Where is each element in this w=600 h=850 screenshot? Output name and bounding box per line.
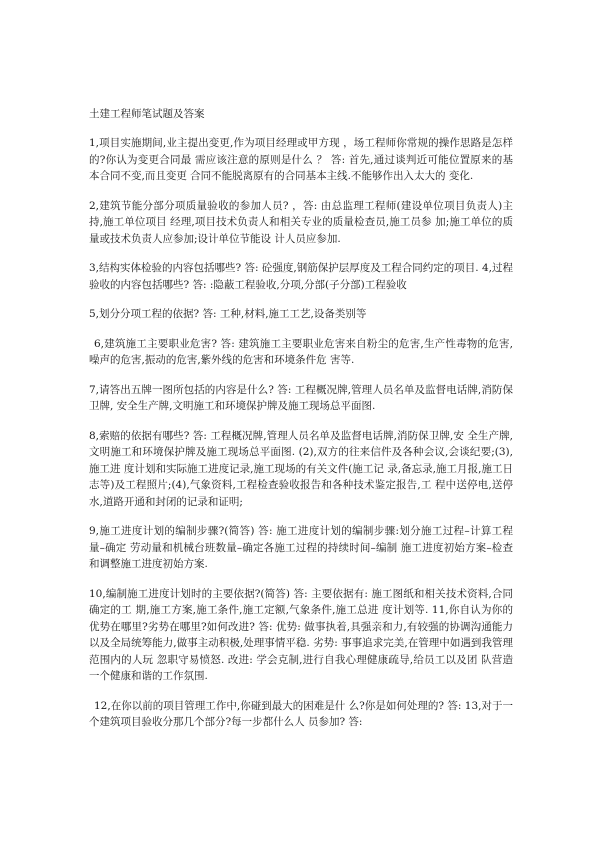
qa-item-5: 5,划分分项工程的依据? 答: 工种,材料,施工工艺,设备类别等	[89, 308, 367, 320]
qa-item-10-11: 10,编制施工进度计划时的主要依据?(简答) 答: 主要依据有: 施工图纸和相关技术资料,合同确定的工 期,施工方案,施工条件,施工定额,气象条件,施工总进 度计划等. 11,你自认为你的优势在哪里?劣势在哪里?如何改进? 答: 优势: 做事执着,具强亲和力,有较强的协调沟通能力 以及全局统筹能力,做事主动积极,处理事情平稳. 劣势: 事事追求完美,在管理中如遇到我管理范围内的人玩 忽职守易愤怒. 改进: 学会克制,进行自我心理健康疏导,给员工以及团 队营造一个健康和谐的工作氛围.	[89, 587, 513, 682]
qa-item-9: 9,施工进度计划的编制步骤?(简答) 答: 施工进度计划的编制步骤:划分施工过程–计算工程量–确定 劳动量和机械台班数量–确定各施工过程的持续时间–编制 施工进度初始方案–检查和调整施工进度初始方案.	[89, 525, 513, 570]
qa-item-8: 8,索赔的依据有哪些? 答: 工程概况牌,管理人员名单及监督电话牌,消防保卫牌,安 全生产牌,文明施工和环境保护牌及施工现场总平面图. (2),双方的往来信件及各种会议,会谈纪要;(3),施工进 度计划和实际施工进度记录,施工现场的有关文件(施工记 录,备忘录,施工月报,施工日志等)及工程照片;(4),气象资料,工程检查验收报告和各种技术鉴定报告,工 程中送停电,送停水,道路开通和封闭的记录和证明;	[89, 429, 513, 508]
document-title: 土建工程师笔试题及答案	[89, 108, 205, 120]
qa-item-12-13: 12,在你以前的项目管理工作中,你碰到最大的困难是什 么?你是如何处理的? 答: 13,对于一个建筑项目验收分那几个部分?每一步都什么人 员参加? 答:	[89, 699, 513, 728]
qa-item-6: 6,建筑施工主要职业危害? 答: 建筑施工主要职业危害来自粉尘的危害,生产性毒物的危害,噪声的危害,振动的危害,紫外线的危害和环境条件危 害等.	[89, 337, 513, 366]
qa-item-2: 2,建筑节能分部分项质量验收的参加人员? ，答: 由总监理工程师(建设单位项目负责人)主持,施工单位项目 经理,项目技术负责人和相关专业的质量检查员,施工员参 加;施工单位的质量或技术负责人应参加;设计单位节能设 计人员应参加.	[89, 199, 513, 245]
qa-item-1: 1,项目实施期间,业主提出变更,作为项目经理或甲方现 ，场工程师你常规的操作思路是怎样的?你认为变更合同最 需应该注意的原则是什么 ？ 答: 首先,通过谈判近可能位置原来的基本合同不变,而且变更 合同不能脱离原有的合同基本主线.不能够作出入太大的 变化.	[89, 137, 513, 182]
qa-item-3-4: 3,结构实体检验的内容包括哪些? 答: 砼强度,钢筋保护层厚度及工程合同约定的项目. 4,过程验收的内容包括哪些? 答: :隐蔽工程验收,分项,分部(子分部)工程验收	[89, 262, 513, 291]
qa-item-7: 7,请答出五牌一图所包括的内容是什么? 答: 工程概况牌,管理人员名单及监督电话牌,消防保卫牌, 安全生产牌,文明施工和环境保护牌及施工现场总平面图.	[89, 383, 513, 412]
document-body	[89, 106, 513, 744]
